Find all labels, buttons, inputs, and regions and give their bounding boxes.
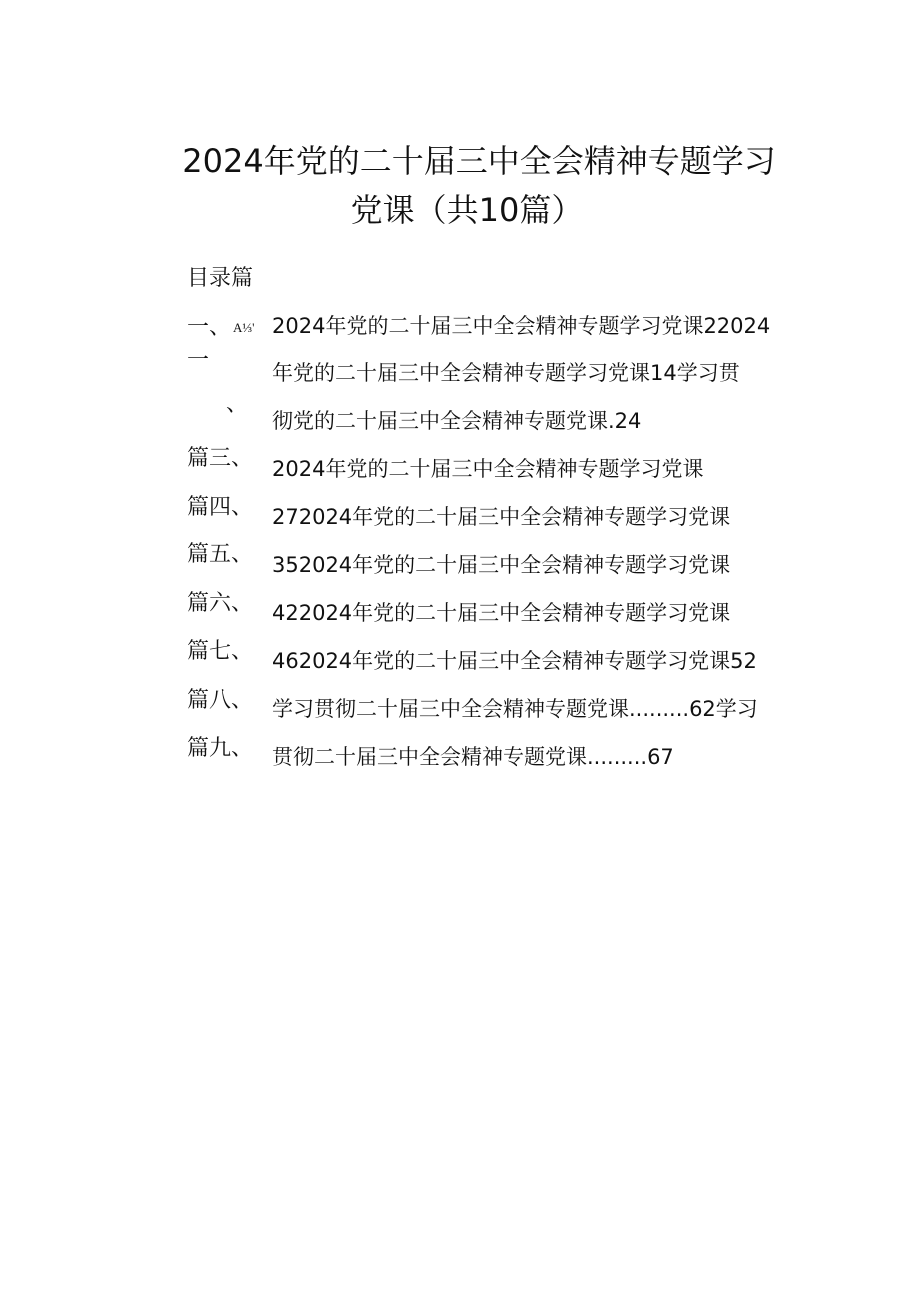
toc-label-7: 篇六、 <box>187 591 254 616</box>
toc-entry-line-3[interactable]: 彻党的二十届三中全会精神专题党课.24 <box>272 409 642 433</box>
document-title-line-2: 党课（共10篇） <box>350 191 584 229</box>
toc-entry-line-7[interactable]: 422024年党的二十届三中全会精神专题学习党课 <box>272 601 731 625</box>
toc-label-8: 篇七、 <box>187 639 254 664</box>
toc-entry-line-6[interactable]: 352024年党的二十届三中全会精神专题学习党课 <box>272 553 731 577</box>
toc-label-5: 篇四、 <box>187 495 254 520</box>
toc-entry-line-10[interactable]: 贯彻二十届三中全会精神专题党课.........67 <box>272 745 674 769</box>
toc-label-2: 一 <box>187 348 210 373</box>
toc-entry-line-4[interactable]: 2024年党的二十届三中全会精神专题学习党课 <box>272 457 704 481</box>
toc-entry-line-5[interactable]: 272024年党的二十届三中全会精神专题学习党课 <box>272 505 731 529</box>
toc-label-10: 篇九、 <box>187 736 254 761</box>
toc-label-9: 篇八、 <box>187 688 254 713</box>
toc-label-1: 一、 <box>187 315 232 340</box>
toc-entry-line-9[interactable]: 学习贯彻二十届三中全会精神专题党课.........62学习 <box>272 697 758 721</box>
toc-entry-line-8[interactable]: 462024年党的二十届三中全会精神专题学习党课52 <box>272 649 757 673</box>
toc-label-6: 篇五、 <box>187 542 254 567</box>
toc-entry-line-1[interactable]: 2024年党的二十届三中全会精神专题学习党课22024 <box>272 314 771 338</box>
document-title-line-1: 2024年党的二十届三中全会精神专题学习 <box>182 142 776 180</box>
toc-entry-line-2[interactable]: 年党的二十届三中全会精神专题学习党课14学习贯 <box>272 361 740 385</box>
toc-heading: 目录篇 <box>187 266 254 291</box>
toc-label-4: 篇三、 <box>187 446 254 471</box>
toc-label-1-mark: A⅓' <box>233 320 255 335</box>
toc-label-3: 、 <box>226 392 249 417</box>
